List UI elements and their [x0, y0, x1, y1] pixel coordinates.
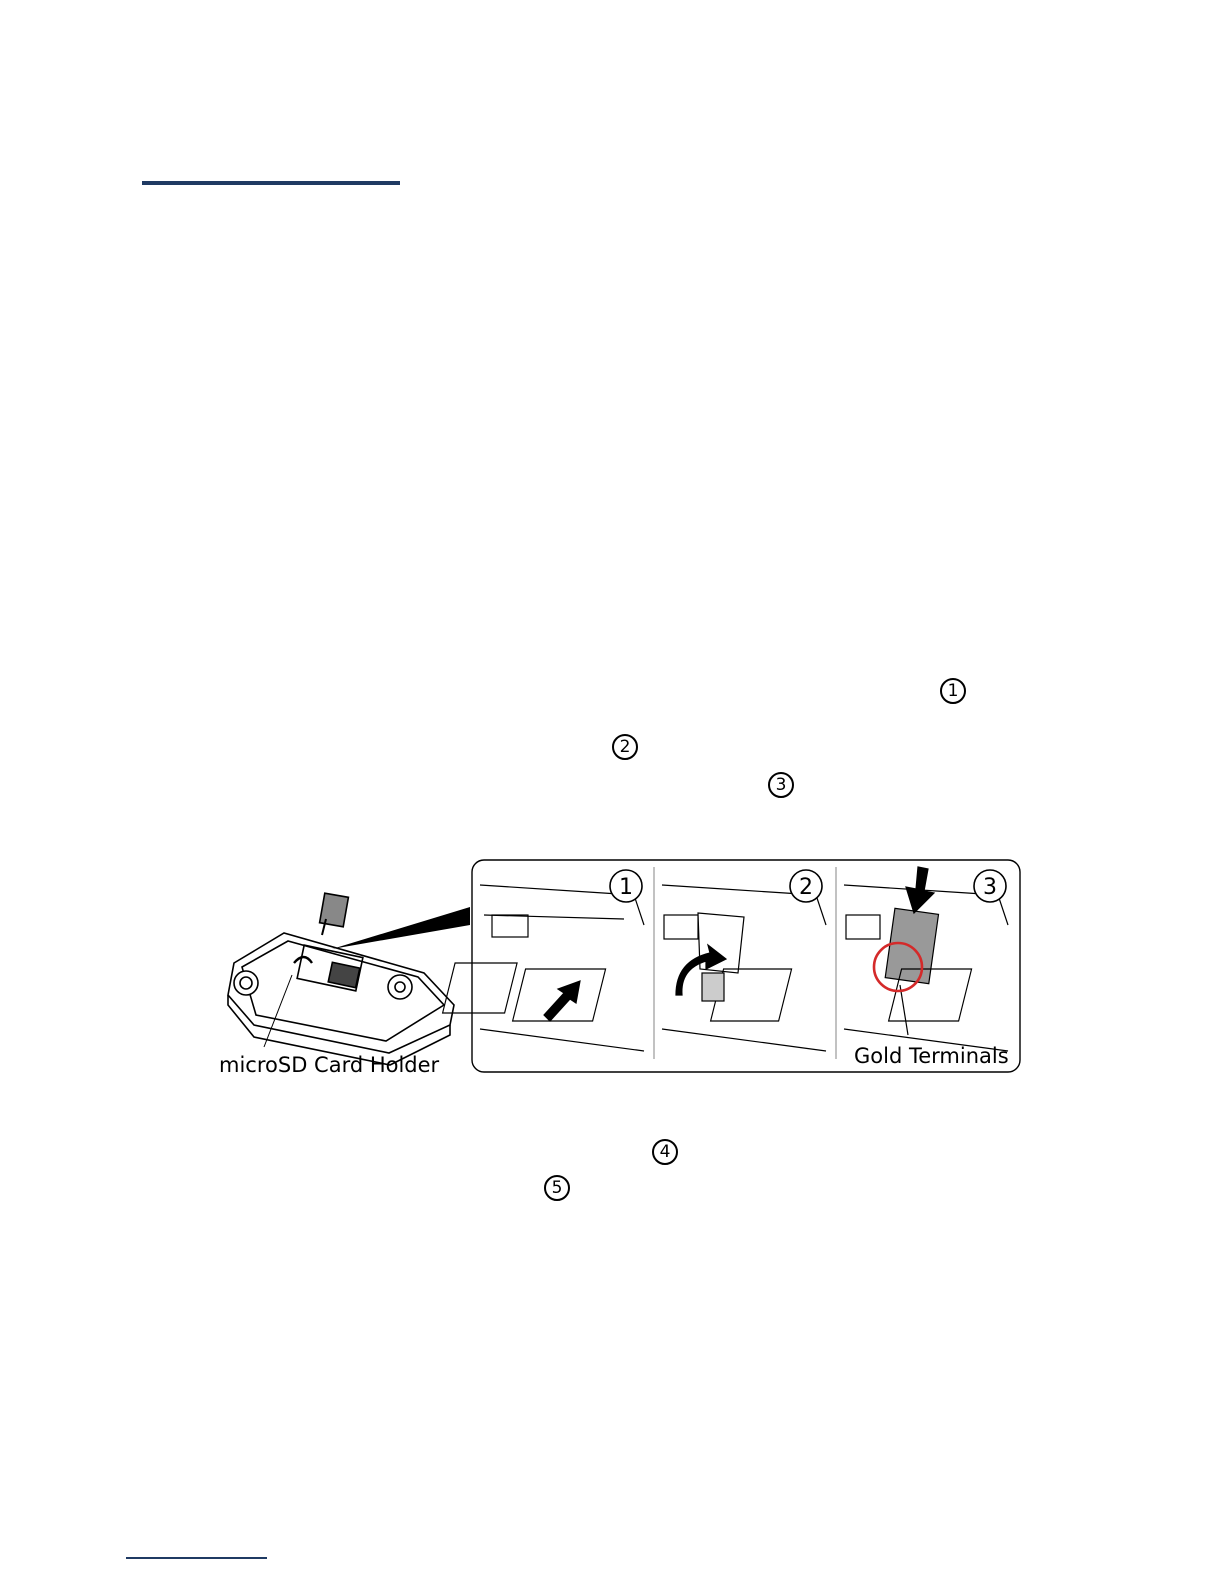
- phone-illustration: [228, 893, 454, 1065]
- svg-text:3: 3: [983, 875, 997, 900]
- panel-number-2: [790, 870, 822, 902]
- step-marker-2: 2: [612, 734, 638, 760]
- svg-text:1: 1: [619, 875, 633, 900]
- panel-number-1: [610, 870, 642, 902]
- svg-text:2: 2: [799, 875, 813, 900]
- panel-number-3: [974, 870, 1006, 902]
- callout-wedge: [332, 907, 470, 949]
- step-marker-5: 5: [544, 1175, 570, 1201]
- step-marker-1: 1: [940, 678, 966, 704]
- label-microsd-card-holder: microSD Card Holder: [219, 1053, 440, 1077]
- step-marker-3: 3: [768, 772, 794, 798]
- microsd-installation-figure: [214, 855, 1026, 1080]
- section-heading-rule: [142, 181, 400, 185]
- step-marker-4: 4: [652, 1139, 678, 1165]
- footer-link-underline: [126, 1557, 267, 1559]
- label-gold-terminals: Gold Terminals: [854, 1044, 1009, 1068]
